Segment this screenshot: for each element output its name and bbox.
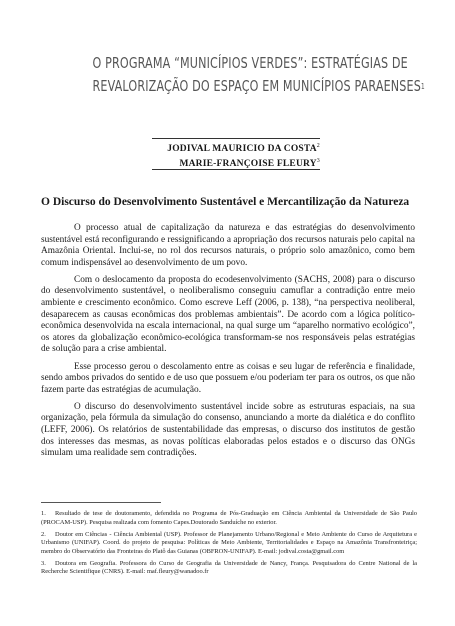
author-block [140, 140, 320, 170]
footnote [41, 531, 417, 557]
author-rule-top [152, 138, 320, 139]
body-text [41, 223, 415, 465]
section-heading: O Discurso do Desenvolvimento Sustentável e Mercantilização da Natureza [41, 196, 410, 208]
footnote-number: 1. [41, 510, 46, 517]
article-title-line-2 [92, 75, 425, 98]
footnote-text: Resultado de tese de doutoramento, defendida no Programa de Pós-Graduação em Ciência Ambiental da Universidade de São Paulo (PROCAM-USP). Pesquisa realizada com fomento Capes.Doutorado Sanduíche no exterior. [41, 510, 417, 526]
footnote-number: 2. [41, 530, 46, 538]
author-name: MARIE-FRANÇOISE FLEURY$^3$ [179, 158, 320, 170]
title-footnote-mark: 1 [420, 82, 425, 91]
paragraph: Esse processo gerou o descolamento entre as coisas e seu lugar de referência e finalidade, sendo ambos privados do sentido e de uso que possuem e/ou poderiam ter para os outros, os que não fazem parte das estratégias de acumulação. [41, 361, 415, 395]
footnotes [41, 510, 417, 580]
paragraph: O processo atual de capitalização da natureza e das estratégias do desenvolvimento sustentável está reconfigurando e ressignificando a apropriação dos recursos naturais pelo capital na Amazônia Oriental. Inclui-se, no rol dos recursos naturais, o próprio solo amazônico, como bem comum indispensável ao desenvolvimento de um povo. [41, 223, 415, 268]
paragraph: Com o deslocamento da proposta do ecodesenvolvimento (SACHS, 2008) para o discurso do desenvolvimento sustentável, o neoliberalismo conseguiu camuflar a contradição entre meio ambiente e crescimento econômico. Como escreve Leff (2006, p. 138), “na perspectiva neoliberal, desaparecem as causas econômicas dos problemas ambientais”. De acordo com a lógica político-econômica desenvolvida na escala internacional, na qual surge um “aparelho normativo ecológico”, os atores da globalização econômico-ecológica transformam-se nos responsáveis pelas estratégias de solução para a crise ambiental. [41, 274, 415, 355]
footnote-text: Doutor em Ciências - Ciência Ambiental (USP). Professor de Planejamento Urbano/Regional e Meio Ambiente do Curso de Arquitetura e Urbanismo (UNIFAP). Coord. do projeto de pesquisa: Políticas de Meio Ambiente, Territorialidades e Espaço na Amazônia Transfronteiriça; membro do Observatório das Fronteiras do Platô das Guianas (OBFRON-UNIFAP). E-mail: jodival.costa@gmail.com [41, 530, 417, 555]
footnote [41, 560, 417, 577]
author-footnote-mark: 2 [316, 143, 320, 149]
footnote [41, 510, 417, 527]
author-footnote-mark: 3 [316, 158, 320, 165]
article-title-line-2-text: REVALORIZAÇÃO DO ESPAÇO EM MUNICÍPIOS PARAENSES [92, 77, 421, 95]
author-rule-bottom [152, 169, 320, 170]
footnote-number: 3. [41, 559, 46, 567]
paragraph: O discurso do desenvolvimento sustentável incide sobre as estruturas espaciais, na sua organização, pela fórmula da simulação do consenso, anunciando a morte da dialética e do conflito (LEFF, 2006). Os relatórios de sustentabilidade das empresas, o discurso dos institutos de gestão dos interesses das mesmas, as novas políticas elaboradas pelos estados e o discurso das ONGs simulam uma realidade sem contradições. [41, 401, 415, 459]
article-title [92, 52, 425, 98]
article-title-line-1: O PROGRAMA “MUNICÍPIOS VERDES”: ESTRATÉGIAS DE [92, 54, 408, 72]
author-name: JODIVAL MAURICIO DA COSTA$^2$ [167, 143, 320, 155]
footnote-separator [41, 502, 161, 503]
footnote-text: Doutora em Geografia. Professora do Curso de Geografia da Universidade de Nancy, França. Pesquisadora do Centre National de la Recherche Scientifique (CNRS). E-mail: maf.fleury@wanadoo.fr [41, 559, 417, 576]
